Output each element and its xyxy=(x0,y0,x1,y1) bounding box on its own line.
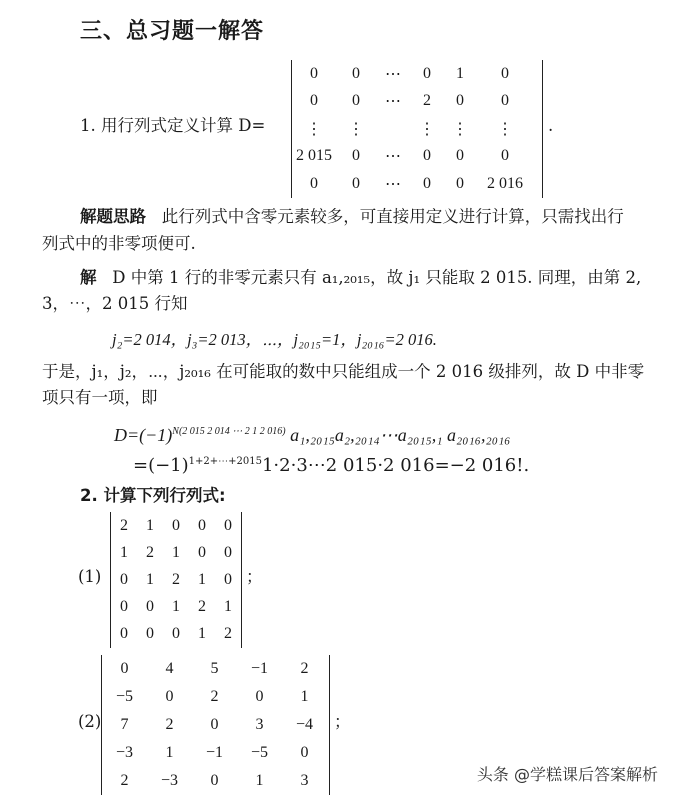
part2-end: ； xyxy=(334,712,351,731)
matrix-cell: 0 xyxy=(120,570,128,588)
matrix-cell: 0 xyxy=(310,64,318,82)
solution-line3: j₂=2 014，j₃=2 013，⋯，j₂₀₁₅=1，j₂₀₁₆=2 016. xyxy=(112,330,437,349)
matrix-cell: −4 xyxy=(295,716,314,733)
matrix-cell: 0 xyxy=(300,744,309,761)
matrix-cell: 0 xyxy=(423,147,431,165)
matrix-cell: 7 xyxy=(120,716,129,733)
hint xyxy=(80,205,624,229)
matrix-cell: 1 xyxy=(198,570,206,588)
matrix-cell: 0 xyxy=(210,716,219,733)
matrix-cell: 2 xyxy=(172,570,180,588)
matrix-cell: 0 xyxy=(224,516,232,534)
matrix-cell: ⋮ xyxy=(497,120,513,138)
matrix-cell: 0 xyxy=(172,624,180,642)
matrix-cell: 1 xyxy=(456,64,464,82)
matrix-cell: ⋯ xyxy=(385,93,401,111)
matrix-cell: 0 xyxy=(501,64,509,82)
matrix-cell: 0 xyxy=(165,688,174,705)
matrix-cell: ⋯ xyxy=(385,65,401,83)
matrix-cell: 0 xyxy=(146,597,154,615)
matrix-cell: 0 xyxy=(352,174,360,192)
matrix-cell: 1 xyxy=(172,543,180,561)
matrix-cell: 2 xyxy=(165,716,174,733)
matrix-cell: 2 xyxy=(224,624,232,642)
matrix-cell: 2 xyxy=(300,660,309,677)
matrix-cell: 0 xyxy=(172,516,180,534)
matrix-cell: 3 xyxy=(300,772,309,789)
part2-determinant xyxy=(101,655,330,795)
matrix-cell: 0 xyxy=(224,543,232,561)
matrix-cell: ⋯ xyxy=(385,148,401,166)
matrix-cell: 0 xyxy=(423,174,431,192)
matrix-cell: 0 xyxy=(210,772,219,789)
matrix-cell: −1 xyxy=(250,660,269,677)
matrix-cell: 0 xyxy=(456,147,464,165)
part2-label: (2) xyxy=(78,712,102,731)
solution-label: 解 xyxy=(80,268,97,287)
matrix-cell: 0 xyxy=(146,624,154,642)
matrix-cell: 0 xyxy=(198,516,206,534)
matrix-cell: 1 xyxy=(198,624,206,642)
matrix-cell: 0 xyxy=(456,174,464,192)
part1-end: ； xyxy=(246,567,263,586)
part1-determinant xyxy=(110,512,242,648)
matrix-cell: ⋮ xyxy=(306,120,322,138)
matrix-cell: ⋮ xyxy=(452,120,468,138)
matrix-cell: 0 xyxy=(255,688,264,705)
matrix-cell: −5 xyxy=(250,744,269,761)
matrix-cell: 0 xyxy=(310,92,318,110)
matrix-cell: −1 xyxy=(205,744,224,761)
matrix-cell: 2 xyxy=(146,543,154,561)
matrix-cell: 1 xyxy=(120,543,128,561)
matrix-cell: 1 xyxy=(224,597,232,615)
matrix-cell: 2 015 xyxy=(296,147,332,165)
matrix-cell: −3 xyxy=(115,744,134,761)
matrix-cell: 2 xyxy=(210,688,219,705)
matrix-cell: 1 xyxy=(165,744,174,761)
matrix-cell: 0 xyxy=(501,147,509,165)
equation-line2: $=(-1)^{1+2+\cdots+2015}1\cdot 2\cdot 3\cdots 2$ 015·2 016=−2 016!. xyxy=(133,455,530,476)
matrix-cell: 0 xyxy=(224,570,232,588)
matrix-cell: ⋮ xyxy=(419,120,435,138)
equation-line1: $D=(-1)^{N(2 015 2 014 \cdots 2 1 2 016)}$ a₁,₂₀₁₅a₂,₂₀₁₄⋯a₂₀₁₅,₁ a₂₀₁₆,₂₀₁₆ xyxy=(114,425,511,445)
matrix-cell: −5 xyxy=(115,688,134,705)
matrix-cell: 1 xyxy=(300,688,309,705)
matrix-cell: ⋯ xyxy=(385,175,401,193)
matrix-cell: 0 xyxy=(352,64,360,82)
hint-text: 此行列式中含零元素较多，可直接用定义进行计算，只需找出行 xyxy=(161,207,624,226)
matrix-cell: 0 xyxy=(120,624,128,642)
problem2-label: 2. 计算下列行列式: xyxy=(80,486,226,505)
matrix-cell: 0 xyxy=(310,174,318,192)
matrix-cell: 0 xyxy=(120,660,129,677)
problem1-determinant xyxy=(291,60,543,198)
solution-line4: 于是，j₁，j₂，⋯，j₂₀₁₆ 在可能取的数中只能组成一个 2 016 级排列，故 D 中非零 xyxy=(42,362,645,381)
problem1-label: 1. 用行列式定义计算 D= xyxy=(80,116,266,135)
matrix-cell: 2 xyxy=(120,772,129,789)
solution-line2: 3，⋯，2 015 行知 xyxy=(42,294,188,313)
hint-text-cont: 列式中的非零项便可. xyxy=(42,234,196,253)
matrix-cell: ⋮ xyxy=(348,120,364,138)
matrix-cell: 2 016 xyxy=(487,174,523,192)
hint-label: 解题思路 xyxy=(80,207,146,226)
matrix-cell: 2 xyxy=(423,92,431,110)
matrix-cell: 2 xyxy=(120,516,128,534)
matrix-cell: 1 xyxy=(146,570,154,588)
part1-label: (1) xyxy=(78,567,102,586)
matrix-cell: 0 xyxy=(501,92,509,110)
solution-line1: 解 D 中第 1 行的非零元素只有 a₁,₂₀₁₅，故 j₁ 只能取 2 015. 同理，由第 2, xyxy=(80,268,642,287)
matrix-cell: 0 xyxy=(198,543,206,561)
matrix-cell: 1 xyxy=(255,772,264,789)
matrix-cell: 4 xyxy=(165,660,174,677)
matrix-cell: −3 xyxy=(160,772,179,789)
matrix-cell: 0 xyxy=(120,597,128,615)
matrix-cell: 0 xyxy=(423,64,431,82)
matrix-cell: 0 xyxy=(456,92,464,110)
matrix-cell: 1 xyxy=(172,597,180,615)
section-title: 三、总习题一解答 xyxy=(80,19,265,44)
watermark: 头条 @学糕课后答案解析 xyxy=(476,765,658,784)
matrix-cell: 0 xyxy=(352,92,360,110)
problem1-end: . xyxy=(548,116,554,135)
solution-line5: 项只有一项，即 xyxy=(42,388,158,407)
matrix-cell: 1 xyxy=(146,516,154,534)
matrix-cell: 2 xyxy=(198,597,206,615)
matrix-cell: 0 xyxy=(352,147,360,165)
matrix-cell: 3 xyxy=(255,716,264,733)
matrix-cell: 5 xyxy=(210,660,219,677)
